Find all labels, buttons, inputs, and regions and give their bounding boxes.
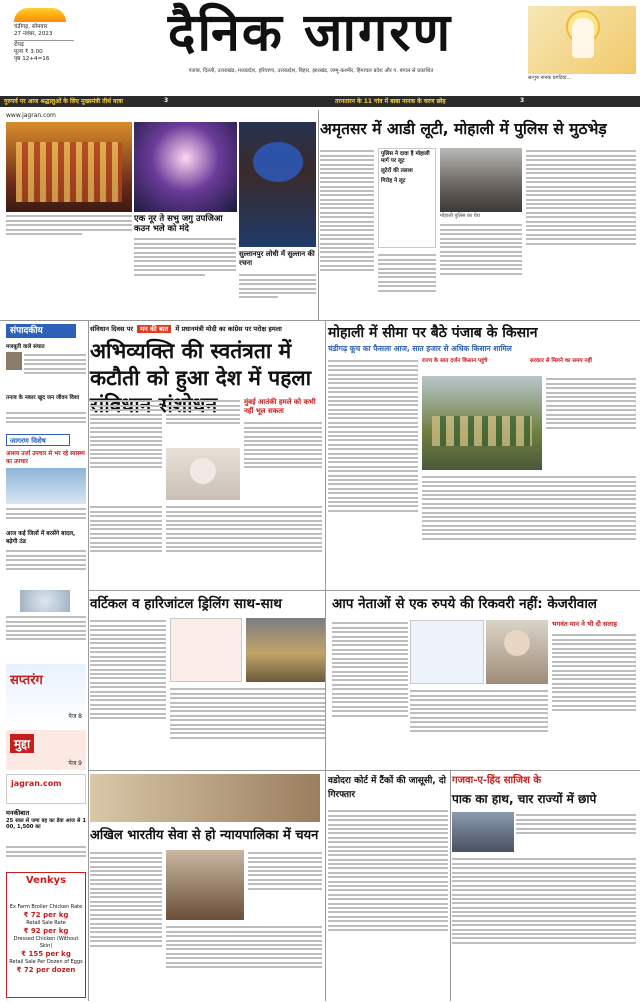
modi-photo <box>166 448 240 500</box>
ad-line: Retail Sale Per Dozen of Eggs <box>9 959 83 965</box>
amritsar-body <box>320 148 374 318</box>
samvidhan-body <box>90 398 162 502</box>
samvidhan-body-2 <box>166 398 240 446</box>
samvidhan-body-5 <box>90 504 162 588</box>
saptrang-label: सप्तरंग <box>10 673 43 688</box>
guru-nanak-ad <box>528 6 636 74</box>
kisan-bullet: राज्य के सात दर्जन किसान पहुंचे <box>422 358 488 364</box>
edition-line: 27 नवंबर, 2023 <box>14 31 53 37</box>
photo-body-2 <box>239 272 316 318</box>
edition-line: रोपड़ <box>14 40 74 49</box>
edition-line: पृष्ठ 12+4=16 <box>14 56 50 62</box>
saptrang-box[interactable] <box>6 664 86 726</box>
mudda-box[interactable] <box>6 730 86 770</box>
edition-line: चंडीगढ़, सोमवार <box>14 24 48 30</box>
edition-line: मूल्य ₹ 3.00 <box>14 49 43 55</box>
editorial-item[interactable]: मजबूती वाले संघात <box>6 344 45 350</box>
sikh-procession-photo <box>239 122 316 247</box>
saptrang-page: पेज 8 <box>68 713 82 720</box>
amritsar-body-2 <box>378 252 436 318</box>
mann-ki-baat-badge[interactable]: मन की बात <box>137 325 171 333</box>
photo-caption <box>6 213 132 253</box>
mandi-body <box>6 844 86 870</box>
editorial-tag[interactable]: संपादकीय <box>6 324 76 338</box>
gajwa-body-2 <box>452 856 636 998</box>
bullet: लुटेरों की तलाश <box>381 168 413 174</box>
kisan-body <box>328 358 418 588</box>
jagran-vishesh-tag[interactable]: जागरण विशेष <box>6 434 70 446</box>
kicker-rest: में प्रधानमंत्री मोदी का कांग्रेस पर परोक्ष हमला <box>175 325 282 333</box>
samvidhan-side-headline[interactable]: मुंबई आतंकी हमले को कभी नहीं भूल सकता <box>244 398 316 415</box>
guru-figure-icon <box>572 18 594 58</box>
photo-top-headline: एक नूर ते सभु जगु उपजिआ कउन भले को मंदे <box>134 214 223 234</box>
mudda-label: मुद्दा <box>10 734 34 753</box>
temple-lights-photo <box>134 122 237 212</box>
vadodara-body <box>328 808 448 998</box>
samvidhan-headline[interactable]: अभिव्यक्ति की स्वतंत्रता में कटौती को हुआ देश में पहला <box>90 339 312 390</box>
kejriwal-body-2 <box>552 632 636 768</box>
editorial-body <box>24 352 86 392</box>
kejriwal-side-headline[interactable]: भगवंत मान ने भी दी सलाह <box>552 620 617 628</box>
nyaya-body-2 <box>166 924 322 998</box>
ticker-bar <box>0 96 640 107</box>
vishesh-photo <box>6 468 86 504</box>
kisan-sub: चंडीगढ़ कूच का फैसला आज, सात हजार से अधिक किसान शामिल <box>328 344 512 353</box>
bullet: गिरोह ने लूट <box>381 178 406 184</box>
jagran-com-label: jagran.com <box>11 779 62 788</box>
venkys-brand: Venkys <box>25 875 67 886</box>
ticker-right[interactable]: तरनतारन के 11 गांव में बाबा नानक के चरण छोह <box>335 98 446 105</box>
site-url[interactable]: www.jagran.com <box>6 112 56 119</box>
police-photo <box>440 148 522 212</box>
editorial-body-2 <box>6 410 86 432</box>
venkys-ad[interactable] <box>6 872 86 998</box>
weather-body-2 <box>6 614 86 660</box>
drilling-body <box>90 618 166 768</box>
ad-line: Retail Sale Rate <box>26 920 66 926</box>
gajwa-body <box>516 812 636 852</box>
gurdwara-photo <box>6 122 132 212</box>
editorial-item[interactable]: आशय उर्जा उपचार से भर रहे स्वास्थ्य का उपचार <box>6 451 85 465</box>
photo-top-subheadline: सुल्तानपुर लोधी में सुल्तान की रचना <box>239 250 315 267</box>
weather-icon <box>20 590 70 612</box>
kicker-text: संविधान दिवस पर <box>90 325 133 333</box>
weather-body <box>6 548 86 588</box>
samvidhan-body-3 <box>244 420 322 502</box>
editorial-item[interactable]: आज कई जिलों में बरसेंगे बादल, बढ़ेगी ठंड <box>6 531 76 545</box>
edition-block <box>14 8 74 84</box>
kisan-body-3 <box>422 474 636 588</box>
gajwa-headline[interactable]: पाक का हाथ, चार राज्यों में छापे <box>452 792 597 806</box>
sun-logo-icon <box>14 8 66 22</box>
samvidhan-kicker <box>90 323 315 335</box>
kisan-headline[interactable]: मोहाली में सीमा पर बैठे पंजाब के किसान <box>328 325 538 341</box>
mandi-text: 25 साल से जमा वह का डेवा आज से 100, 1,500 का <box>6 818 86 831</box>
kisan-body-2 <box>546 376 636 470</box>
ticker-right-page: 3 <box>520 97 525 104</box>
kejriwal-photo <box>486 620 548 684</box>
ad-caption: सत्गुरु नानक प्रगटिया... <box>528 75 572 81</box>
nyaya-body <box>90 850 162 998</box>
drilling-bullets <box>170 618 242 682</box>
nyaya-body-3 <box>248 850 322 920</box>
amritsar-bullets <box>378 148 436 248</box>
drilling-body-2 <box>170 686 326 768</box>
bullet: पुलिस ने दावा है मोहाली मार्ग पर लूट <box>381 151 430 164</box>
jagran-com-box[interactable] <box>6 774 86 804</box>
masthead <box>0 0 640 84</box>
vadodara-headline[interactable]: वडोदरा कोर्ट में टैंकों की जासूसी, दो गिरफ्तार <box>328 776 446 800</box>
gajwa-photo <box>452 812 514 852</box>
kisan-photo <box>422 376 542 470</box>
editorial-item[interactable]: तनाव के नकार खुद जन जीवन विशा <box>6 395 80 401</box>
strip-photo <box>90 774 320 822</box>
drilling-headline[interactable]: वर्टिकल व हारिजांटल ड्रिलिंग साथ-साथ <box>90 596 282 612</box>
ad-line: Ex Farm Broiler Chicken Rate <box>9 904 83 910</box>
masthead-title: दैनिक जागरण <box>167 2 453 63</box>
amritsar-caption: मोहाली पुलिस का घेरा <box>440 213 481 219</box>
masthead-editions: पंजाब, दिल्ली, उत्तराखंड, मध्यप्रदेश, हरियाणा, उत्तरप्रदेश, बिहार, झारखंड, जम्मू-कश्मीर, हिमाचल प्रदेश और प. बंगाल से प्रकाशित <box>188 68 434 74</box>
ticker-left[interactable]: गुरुपर्व पर आज श्रद्धालुओं के लिए मुख्यमंत्री तीर्थ यात्रा <box>4 98 123 105</box>
kejriwal-body-3 <box>410 688 548 768</box>
ad-price: ₹ 72 per dozen <box>16 966 76 974</box>
columnist-photo <box>6 352 22 370</box>
ad-line: Dressed Chicken (Without Skin) <box>13 936 79 949</box>
kejriwal-headline[interactable]: आप नेताओं से एक रुपये की रिकवरी नहीं: केजरीवाल <box>332 596 597 612</box>
mandi-title: मनकीबात <box>6 809 30 817</box>
mudda-page: पेज 9 <box>68 760 82 767</box>
gajwa-kicker: गजवा-ए-हिंद साजिश के <box>452 775 542 786</box>
amritsar-body-3 <box>440 222 522 318</box>
ad-price: ₹ 72 per kg <box>23 911 69 919</box>
samvidhan-body-4 <box>166 504 322 588</box>
nyaya-headline[interactable]: अखिल भारतीय सेवा से हो न्यायपालिका में चयन <box>90 828 319 843</box>
vishesh-body <box>6 506 86 528</box>
amritsar-body-4 <box>526 148 636 318</box>
photo-body <box>134 236 236 316</box>
tunnel-photo <box>246 618 326 682</box>
kisan-bullet: सरकार से मिलने का समय नहीं <box>530 358 592 364</box>
ticker-left-page: 3 <box>164 97 169 104</box>
ad-price: ₹ 92 per kg <box>23 927 69 935</box>
ad-price: ₹ 155 per kg <box>21 950 71 958</box>
nyaya-photo <box>166 850 244 920</box>
kejriwal-bullets <box>410 620 484 684</box>
kejriwal-body <box>332 620 408 768</box>
amritsar-headline[interactable]: अमृतसर में आडी लूटी, मोहाली में पुलिस से मुठभेड़ <box>320 120 607 138</box>
